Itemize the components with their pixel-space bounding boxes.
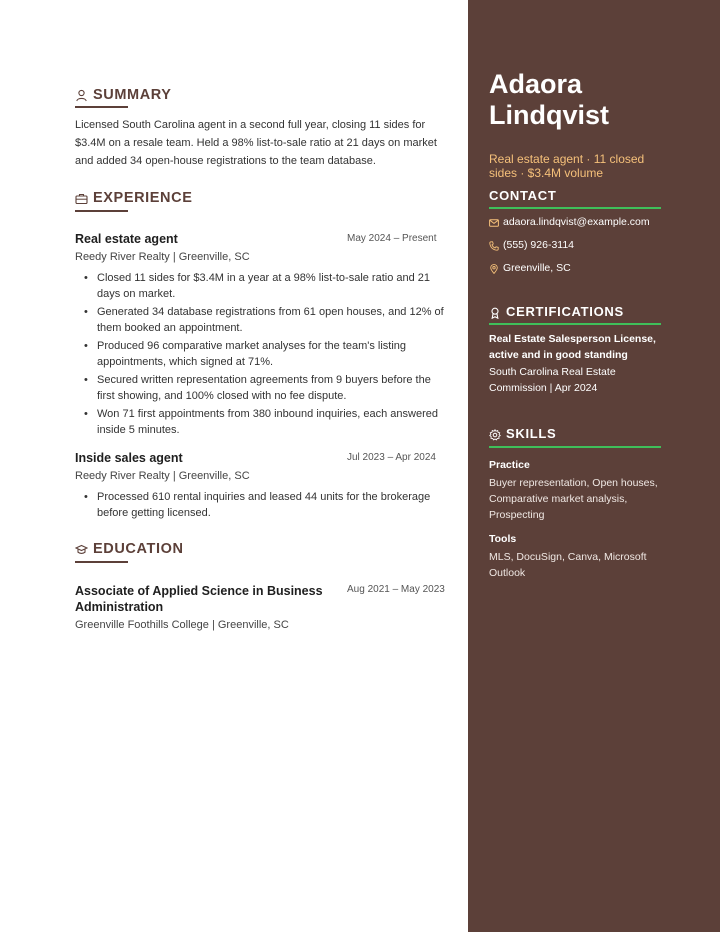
job-bullets bbox=[84, 270, 450, 440]
name-first: Adaora bbox=[489, 69, 583, 99]
profile-tagline: Real estate agent · 11 closed sides · $3.4M volume bbox=[489, 152, 645, 180]
graduation-cap-icon bbox=[75, 543, 88, 556]
education-rule bbox=[75, 561, 128, 563]
skills-rule bbox=[489, 446, 661, 448]
job-dates: May 2024 – Present bbox=[347, 233, 437, 244]
job-title: Inside sales agent bbox=[75, 451, 183, 465]
bullet-item: • Closed 11 sides for $3.4M in a year at a 98% list-to-sale ratio and 21 days on market. bbox=[84, 270, 450, 302]
mail-icon bbox=[489, 218, 499, 228]
contact-location bbox=[489, 262, 571, 274]
email-text: adaora.lindqvist@example.com bbox=[503, 216, 650, 228]
job-title: Real estate agent bbox=[75, 232, 178, 246]
summary-rule bbox=[75, 106, 128, 108]
bullet-item: • Generated 34 database registrations from 61 open houses, and 12% of them booked an appointment. bbox=[84, 304, 450, 336]
bullet-item: • Won 71 first appointments from 380 inbound inquiries, each answered inside 5 minutes. bbox=[84, 406, 450, 438]
skill-group-items: MLS, DocuSign, Canva, Microsoft Outlook bbox=[489, 551, 647, 579]
job-company: Reedy River Realty | Greenville, SC bbox=[75, 251, 250, 263]
education-school: Greenville Foothills College | Greenville, SC bbox=[75, 619, 289, 631]
bullet-item: • Secured written representation agreements from 9 buyers before the first showing, and 100% closed with no fee dispute. bbox=[84, 372, 450, 404]
certification-issuer: South Carolina Real Estate Commission | Apr 2024 bbox=[489, 366, 616, 394]
profile-name bbox=[489, 69, 709, 131]
summary-text: Licensed South Carolina agent in a second full year, closing 11 sides for $3.4M on a resale team. Held a 98% list-to-sale ratio at 21 days on market and added 34 open-house registrations to the team database. bbox=[75, 119, 437, 167]
summary-title: SUMMARY bbox=[93, 87, 172, 103]
job-bullets bbox=[84, 489, 450, 523]
experience-title: EXPERIENCE bbox=[93, 190, 193, 206]
bullet-item: • Processed 610 rental inquiries and leased 44 units for the brokerage before getting licensed. bbox=[84, 489, 450, 521]
skills-title: SKILLS bbox=[506, 426, 557, 441]
award-ribbon-icon bbox=[489, 306, 501, 318]
contact-phone[interactable] bbox=[489, 239, 574, 251]
job-company: Reedy River Realty | Greenville, SC bbox=[75, 470, 250, 482]
person-icon bbox=[75, 89, 88, 102]
gear-icon bbox=[489, 428, 501, 440]
certifications-title: CERTIFICATIONS bbox=[506, 304, 624, 319]
briefcase-icon bbox=[75, 192, 88, 205]
experience-rule bbox=[75, 210, 128, 212]
education-dates: Aug 2021 – May 2023 bbox=[347, 584, 445, 595]
certifications-heading bbox=[489, 304, 624, 319]
contact-email[interactable] bbox=[489, 216, 650, 228]
bullet-item: • Produced 96 comparative market analyses for the team's listing appointments, which signed at 71%. bbox=[84, 338, 450, 370]
experience-heading bbox=[75, 190, 192, 206]
contact-rule bbox=[489, 207, 661, 209]
location-text: Greenville, SC bbox=[503, 262, 571, 274]
contact-heading bbox=[489, 188, 556, 203]
phone-icon bbox=[489, 241, 499, 251]
skill-group-label: Tools bbox=[489, 533, 517, 545]
education-heading bbox=[75, 541, 184, 557]
certification-name: Real Estate Salesperson License, active and in good standing bbox=[489, 333, 656, 361]
phone-text: (555) 926-3114 bbox=[503, 239, 575, 251]
certifications-rule bbox=[489, 323, 661, 325]
job-dates: Jul 2023 – Apr 2024 bbox=[347, 452, 436, 463]
name-last: Lindqvist bbox=[489, 100, 609, 130]
skill-group-label: Practice bbox=[489, 459, 530, 471]
skills-heading bbox=[489, 426, 556, 441]
skill-group-items: Buyer representation, Open houses, Comparative market analysis, Prospecting bbox=[489, 477, 658, 521]
location-pin-icon bbox=[489, 264, 499, 274]
education-title: EDUCATION bbox=[93, 541, 184, 557]
education-degree: Associate of Applied Science in Business Administration bbox=[75, 584, 323, 614]
contact-title: CONTACT bbox=[489, 188, 557, 203]
summary-heading bbox=[75, 87, 172, 103]
